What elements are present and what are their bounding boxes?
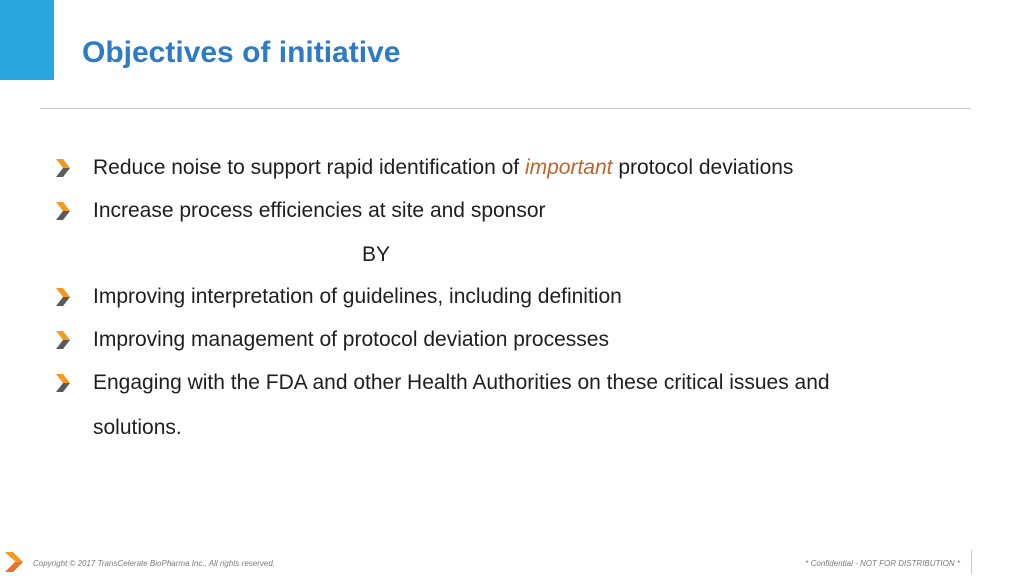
bullet-item (56, 155, 794, 181)
bullet-text: Increase process efficiencies at site and sponsor (93, 199, 546, 222)
emphasis-text: important (524, 156, 613, 179)
bullet-text: Engaging with the FDA and other Health Authorities on these critical issues and (93, 371, 830, 394)
bullet-text: Improving management of protocol deviation processes (93, 328, 609, 351)
footer-copyright: Copyright © 2017 TransCelerate BioPharma Inc., All rights reserved. (33, 559, 275, 568)
transcelerate-logo-icon (5, 552, 23, 572)
chevron-bullet-icon (56, 374, 70, 392)
chevron-bullet-icon (56, 331, 70, 349)
title-divider (40, 108, 971, 109)
bullet-item (56, 370, 830, 396)
footer-divider (971, 550, 972, 574)
chevron-bullet-icon (56, 159, 70, 177)
slide-title: Objectives of initiative (82, 36, 401, 69)
chevron-bullet-icon (56, 288, 70, 306)
bullet-item (56, 327, 609, 353)
bullet-text: Reduce noise to support rapid identification of important protocol deviations (93, 156, 794, 179)
footer-confidential: * Confidential - NOT FOR DISTRIBUTION * (805, 559, 960, 568)
accent-block (0, 0, 54, 80)
bullet-item (56, 198, 546, 224)
bullet-text: Improving interpretation of guidelines, including definition (93, 285, 622, 308)
bullet-continuation: solutions. (93, 416, 182, 439)
connector-text: BY (362, 243, 391, 266)
bullet-item (56, 284, 622, 310)
chevron-bullet-icon (56, 202, 70, 220)
